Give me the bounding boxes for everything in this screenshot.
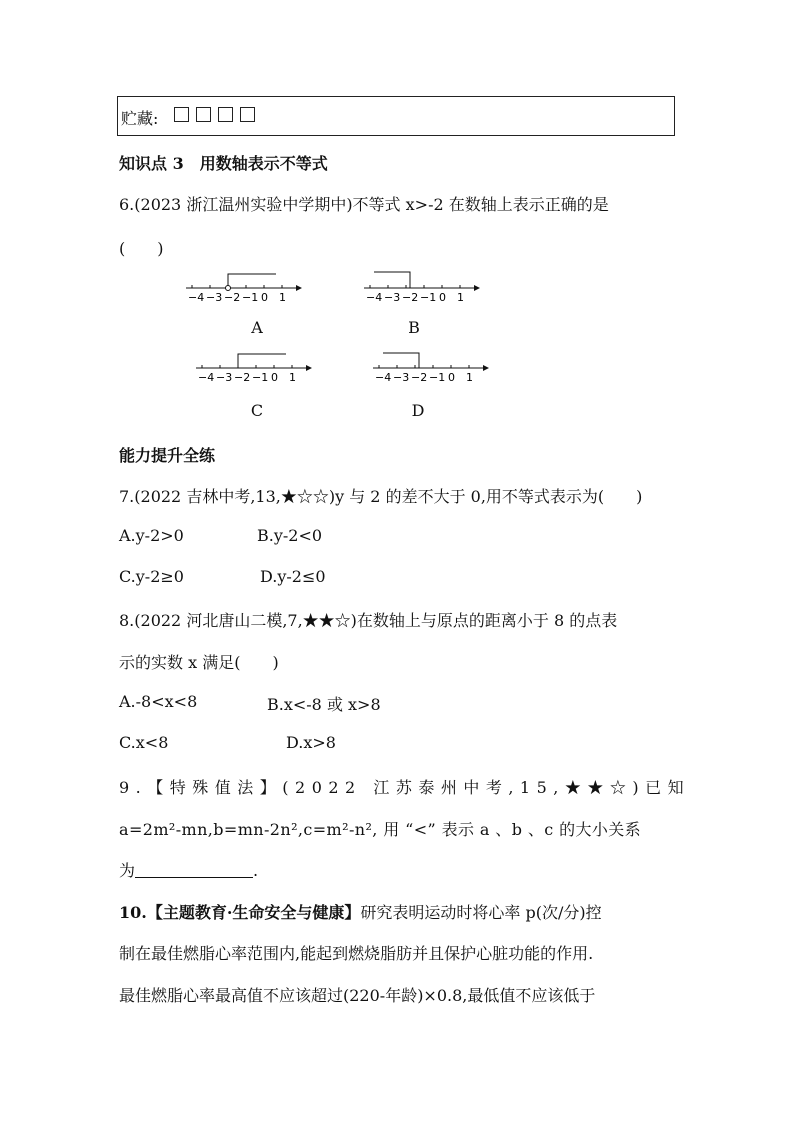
tick-label: −2 — [234, 371, 251, 384]
tick-label: −3 — [384, 291, 401, 304]
tick-label: −2 — [402, 291, 419, 304]
option-a-label[interactable]: A — [251, 318, 263, 337]
q10-line3: 最佳燃脂心率最高值不应该超过(220-年龄)×0.8,最低值不应该低于 — [119, 986, 596, 1005]
tick-label: −2 — [411, 371, 428, 384]
tick-label: −4 — [366, 291, 383, 304]
tick-label: 1 — [279, 291, 286, 304]
q8-option-a[interactable]: A.-8<x<8 — [119, 692, 198, 711]
q6-paren: ( ) — [119, 239, 164, 258]
q10-line2: 制在最佳燃脂心率范围内,能起到燃烧脂肪并且保护心脏功能的作用. — [119, 944, 594, 963]
tick-label: −4 — [198, 371, 215, 384]
collect-square-3[interactable] — [218, 107, 233, 122]
tick-label: −3 — [393, 371, 410, 384]
tick-label: 1 — [289, 371, 296, 384]
option-c-label[interactable]: C — [250, 401, 264, 420]
q9-line1: 9.【特殊值法】(2022 江苏泰州中考,15,★★☆)已知 — [119, 778, 691, 797]
q10-line1 — [119, 900, 602, 923]
q8-stem-line1: 8.(2022 河北唐山二模,7,★★☆)在数轴上与原点的距离小于 8 的点表 — [119, 611, 618, 630]
q9-line2: a=2m²-mn,b=mn-2n²,c=m²-n², 用 “<” 表示 a 、b 、c 的大小关系 — [119, 820, 642, 839]
q7-stem: 7.(2022 吉林中考,13,★☆☆)y 与 2 的差不大于 0,用不等式表示为( ) — [119, 487, 643, 506]
tick-label: −4 — [188, 291, 205, 304]
q8-option-d[interactable]: D.x>8 — [286, 733, 336, 752]
q9-line3-suffix: . — [253, 861, 259, 880]
tick-label: 1 — [457, 291, 464, 304]
q7-option-d[interactable]: D.y-2≤0 — [260, 567, 326, 586]
tick-label: −4 — [375, 371, 392, 384]
option-d-label[interactable]: D — [411, 401, 425, 420]
numline-a — [186, 268, 306, 304]
tick-label: −2 — [224, 291, 241, 304]
numline-c — [196, 348, 316, 384]
tick-label: −3 — [216, 371, 233, 384]
tick-label: −1 — [252, 371, 269, 384]
tick-label: 0 — [261, 291, 268, 304]
collect-square-2[interactable] — [196, 107, 211, 122]
collect-label: 贮藏: — [121, 109, 159, 128]
tick-label: −1 — [242, 291, 259, 304]
q9-line3 — [119, 858, 258, 881]
q6-stem: 6.(2023 浙江温州实验中学期中)不等式 x>-2 在数轴上表示正确的是 — [119, 195, 609, 214]
tick-label: −3 — [206, 291, 223, 304]
section-3-title: 知识点 3 用数轴表示不等式 — [119, 154, 328, 173]
answer-blank[interactable] — [135, 863, 253, 878]
q8-option-b[interactable]: B.x<-8 或 x>8 — [267, 695, 381, 714]
numline-b — [364, 268, 484, 304]
tick-label: 1 — [466, 371, 473, 384]
collect-square-1[interactable] — [174, 107, 189, 122]
q7-option-b[interactable]: B.y-2<0 — [257, 526, 323, 545]
tick-label: 0 — [439, 291, 446, 304]
collect-squares — [172, 105, 255, 124]
q9-line3-prefix: 为 — [119, 861, 136, 880]
collect-square-4[interactable] — [240, 107, 255, 122]
option-b-label[interactable]: B — [408, 318, 420, 337]
tick-label: −1 — [420, 291, 437, 304]
q8-option-c[interactable]: C.x<8 — [119, 733, 169, 752]
tick-label: 0 — [271, 371, 278, 384]
q10-theme-tag: 10.【主题教育·生命安全与健康】 — [119, 903, 361, 922]
numline-d — [373, 348, 493, 384]
collect-box — [117, 96, 675, 136]
q8-stem-line2: 示的实数 x 满足( ) — [119, 653, 279, 672]
section-ability-title: 能力提升全练 — [119, 446, 216, 465]
tick-label: 0 — [448, 371, 455, 384]
q10-line1-rest: 研究表明运动时将心率 p(次/分)控 — [360, 903, 602, 922]
q7-option-c[interactable]: C.y-2≥0 — [119, 567, 184, 586]
q7-option-a[interactable]: A.y-2>0 — [119, 526, 184, 545]
tick-label: −1 — [429, 371, 446, 384]
